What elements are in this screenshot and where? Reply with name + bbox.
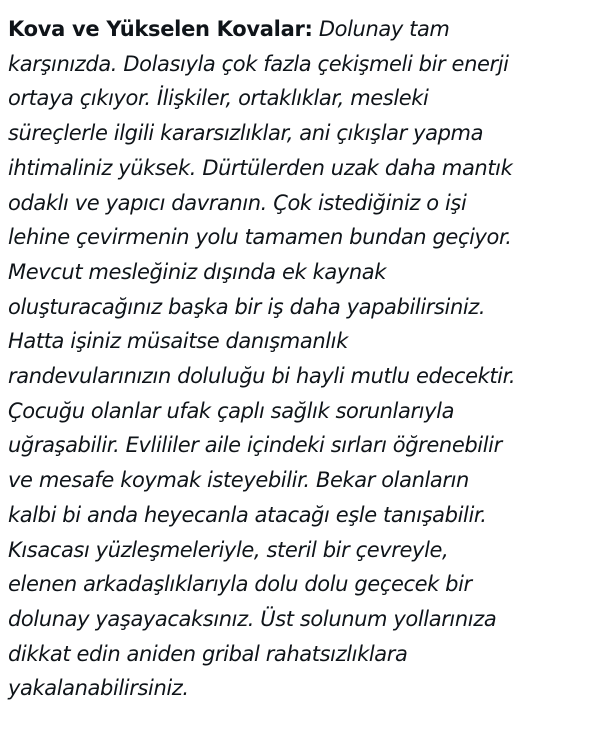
text-line: dolunay yaşayacaksınız. Üst solunum yollarınıza <box>8 606 497 631</box>
text-line: Mevcut mesleğiniz dışında ek kaynak <box>8 259 386 284</box>
text-line: yakalanabilirsiniz. <box>8 676 189 701</box>
text-line: karşınızda. Dolasıyla çok fazla çekişmeli bir enerji <box>8 51 509 76</box>
text-line: Kısacası yüzleşmeleriyle, steril bir çevreyle, <box>8 537 449 562</box>
post-text <box>8 12 596 706</box>
text-line: kalbi bi anda heyecanla atacağı eşle tanışabilir. <box>8 502 487 527</box>
text-line: randevularınızın doluluğu bi hayli mutlu edecektir. <box>8 364 516 389</box>
text-line: Hatta işiniz müsaitse danışmanlık <box>8 329 348 354</box>
text-line: ihtimaliniz yüksek. Dürtülerden uzak daha mantık <box>8 155 513 180</box>
text-line: ortaya çıkıyor. İlişkiler, ortaklıklar, mesleki <box>8 86 429 111</box>
text-line: lehine çevirmenin yolu tamamen bundan geçiyor. <box>8 225 512 250</box>
text-line: dikkat edin aniden gribal rahatsızlıklara <box>8 641 408 666</box>
text-line: süreçlerle ilgili kararsızlıklar, ani çıkışlar yapma <box>8 121 484 146</box>
text-line: elenen arkadaşlıklarıyla dolu dolu geçecek bir <box>8 572 472 597</box>
text-line: uğraşabilir. Evlililer aile içindeki sırları öğrenebilir <box>8 433 502 458</box>
first-line-text: Dolunay tam <box>312 17 450 41</box>
text-line: odaklı ve yapıcı davranın. Çok istediğiniz o işi <box>8 190 467 215</box>
text-line: ve mesafe koymak isteyebilir. Bekar olanların <box>8 468 469 493</box>
text-line: Çocuğu olanlar ufak çaplı sağlık sorunlarıyla <box>8 398 455 423</box>
post-title: Kova ve Yükselen Kovalar: <box>8 17 313 41</box>
text-line: oluşturacağınız başka bir iş daha yapabilirsiniz. <box>8 294 486 319</box>
text-line-1 <box>8 12 596 47</box>
